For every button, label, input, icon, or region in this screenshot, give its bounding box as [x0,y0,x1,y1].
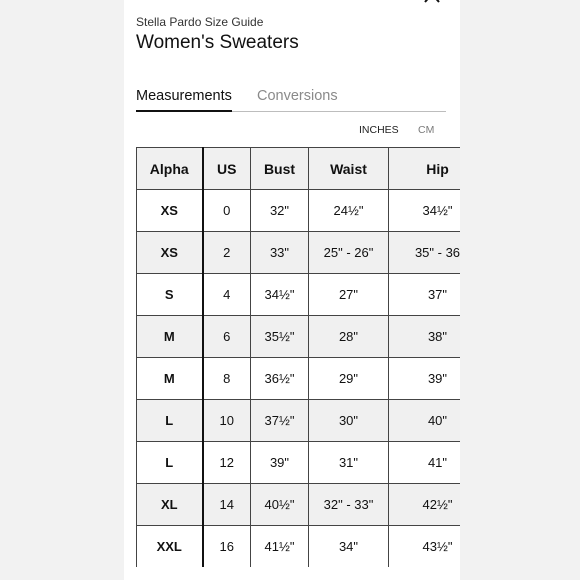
cell-hip: 43½" [389,526,461,568]
cell-waist: 31" [309,442,389,484]
cell-alpha: XL [137,484,203,526]
cell-waist: 29" [309,358,389,400]
cell-hip: 38" [389,316,461,358]
table-row [137,358,461,400]
cell-hip: 34½" [389,190,461,232]
table-row [137,526,461,568]
cell-hip: 37" [389,274,461,316]
cell-alpha: XS [137,190,203,232]
cell-bust: 36½" [251,358,309,400]
close-icon[interactable] [422,0,442,6]
cell-bust: 34½" [251,274,309,316]
cell-waist: 27" [309,274,389,316]
size-table [136,147,460,567]
cell-hip: 39" [389,358,461,400]
table-row [137,232,461,274]
tab-bar [136,86,446,112]
tab-measurements[interactable]: Measurements [136,88,232,104]
brand-subtitle: Stella Pardo Size Guide [136,15,264,29]
column-header-waist: Waist [309,148,389,190]
table-row [137,316,461,358]
column-header-us: US [203,148,251,190]
unit-toggle-inches[interactable]: INCHES [359,124,399,136]
cell-alpha: XS [137,232,203,274]
cell-us: 4 [203,274,251,316]
cell-bust: 35½" [251,316,309,358]
cell-bust: 37½" [251,400,309,442]
cell-hip: 40" [389,400,461,442]
cell-us: 2 [203,232,251,274]
cell-waist: 32" - 33" [309,484,389,526]
cell-bust: 39" [251,442,309,484]
table-row [137,442,461,484]
cell-hip: 35" - 36 [389,232,461,274]
size-guide-panel [124,0,460,580]
cell-us: 8 [203,358,251,400]
table-row [137,190,461,232]
cell-alpha: M [137,358,203,400]
unit-toggle-cm[interactable]: CM [418,124,435,136]
column-header-bust: Bust [251,148,309,190]
cell-waist: 25" - 26" [309,232,389,274]
cell-alpha: L [137,442,203,484]
cell-hip: 41" [389,442,461,484]
cell-us: 16 [203,526,251,568]
cell-alpha: S [137,274,203,316]
cell-us: 12 [203,442,251,484]
cell-hip: 42½" [389,484,461,526]
cell-us: 0 [203,190,251,232]
table-row [137,484,461,526]
cell-waist: 30" [309,400,389,442]
cell-waist: 34" [309,526,389,568]
size-table-container [136,147,460,567]
cell-waist: 28" [309,316,389,358]
cell-waist: 24½" [309,190,389,232]
column-header-alpha: Alpha [137,148,203,190]
cell-bust: 41½" [251,526,309,568]
cell-alpha: L [137,400,203,442]
cell-bust: 40½" [251,484,309,526]
table-header-row [137,148,461,190]
cell-us: 6 [203,316,251,358]
table-row [137,400,461,442]
column-header-hip: Hip [389,148,461,190]
cell-bust: 33" [251,232,309,274]
tab-conversions[interactable]: Conversions [257,88,338,104]
table-row [137,274,461,316]
cell-us: 14 [203,484,251,526]
cell-alpha: M [137,316,203,358]
page-title: Women's Sweaters [136,32,299,53]
cell-bust: 32" [251,190,309,232]
cell-us: 10 [203,400,251,442]
cell-alpha: XXL [137,526,203,568]
